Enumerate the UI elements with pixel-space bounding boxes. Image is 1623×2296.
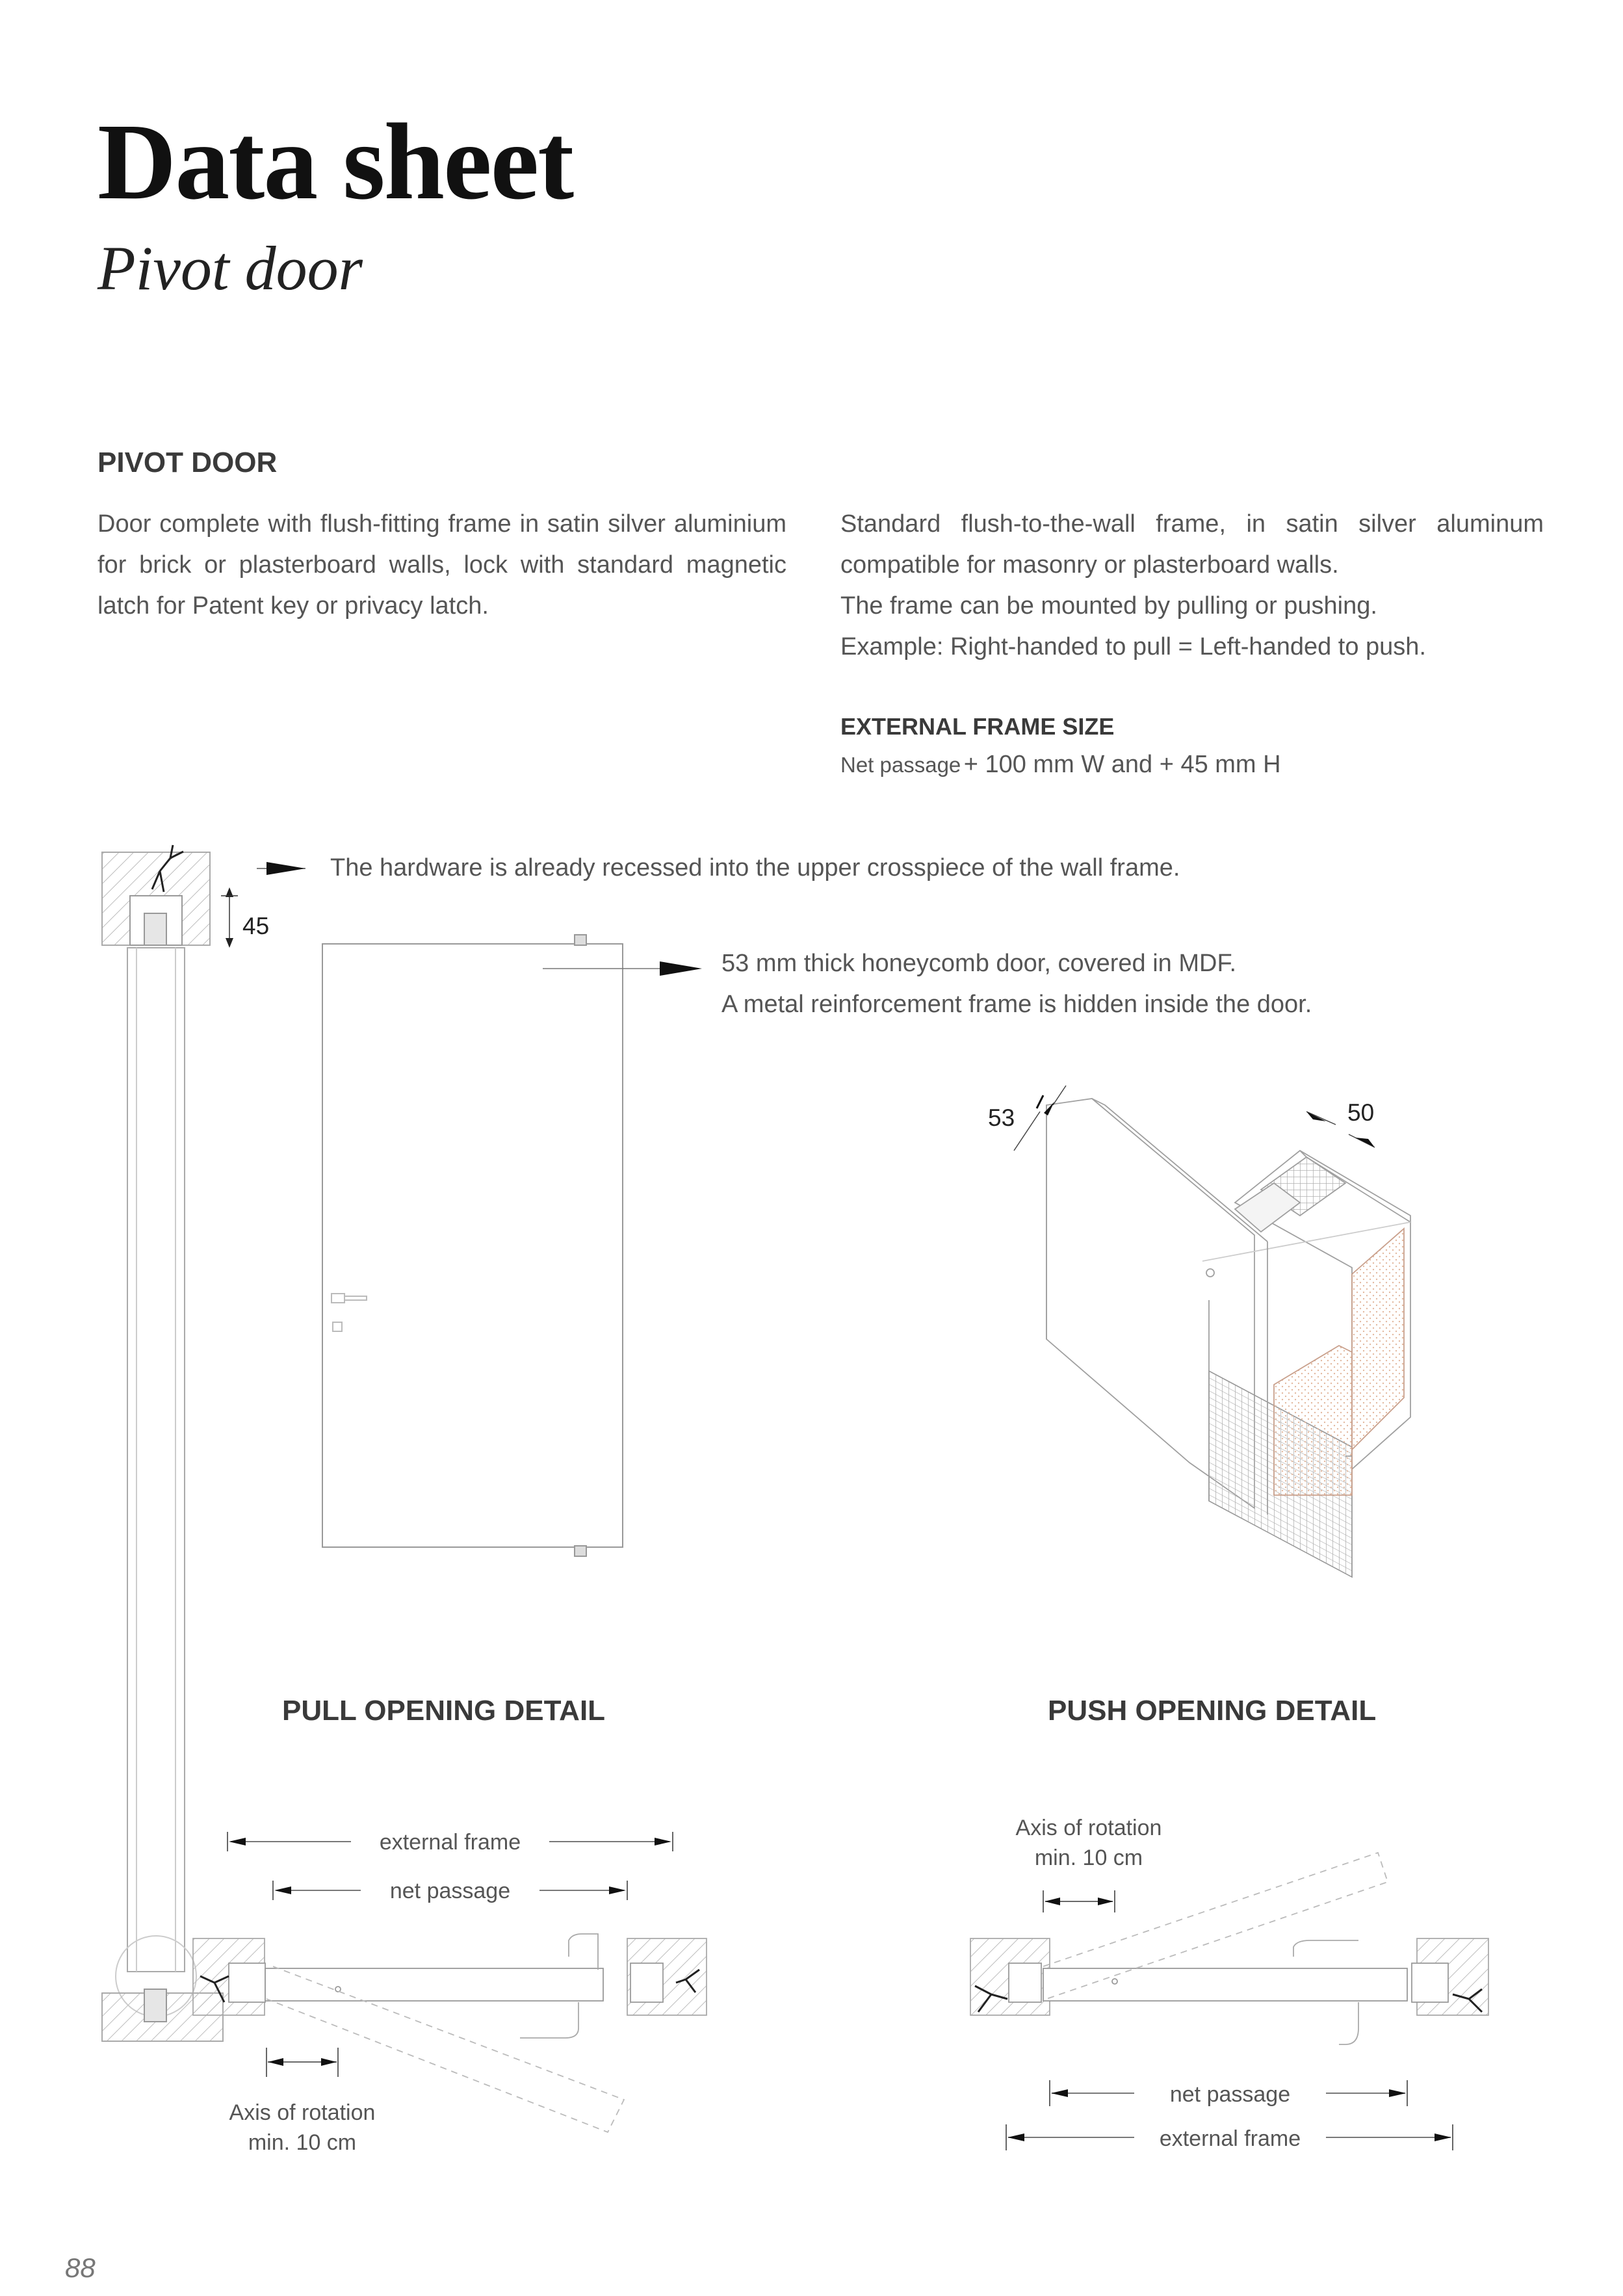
door-section-view xyxy=(102,845,238,2041)
section-heading: PIVOT DOOR xyxy=(97,447,278,478)
door-note-line-1: 53 mm thick honeycomb door, covered in MDF. xyxy=(721,950,1237,977)
hardware-note-arrow xyxy=(257,862,305,875)
frame-size-heading: EXTERNAL FRAME SIZE xyxy=(840,713,1115,740)
pull-detail-heading: PULL OPENING DETAIL xyxy=(282,1695,606,1727)
frame-size-value: + 100 mm W and + 45 mm H xyxy=(963,751,1281,778)
door-isometric-cutaway xyxy=(1014,1086,1410,1577)
door-note-line-2: A metal reinforcement frame is hidden inside the door. xyxy=(721,991,1312,1018)
push-detail-heading: PUSH OPENING DETAIL xyxy=(1048,1695,1377,1727)
hardware-note: The hardware is already recessed into the upper crosspiece of the wall frame. xyxy=(330,854,1180,881)
pull-net-passage-label: net passage xyxy=(389,1879,511,1903)
page-number: 88 xyxy=(65,2252,96,2283)
frame-size-small: Net passage xyxy=(840,753,961,777)
push-axis-line-1: Axis of rotation xyxy=(1015,1816,1162,1840)
page-subtitle: Pivot door xyxy=(97,233,363,303)
dimension-45: 45 xyxy=(242,913,270,939)
pull-axis-line-1: Axis of rotation xyxy=(229,2100,376,2125)
pull-axis-label xyxy=(195,2098,409,2158)
pull-external-frame-label: external frame xyxy=(379,1830,521,1855)
push-axis-label xyxy=(981,1814,1196,1873)
page-title: Data sheet xyxy=(97,101,573,222)
push-axis-line-2: min. 10 cm xyxy=(1034,1845,1143,1870)
push-net-passage-label: net passage xyxy=(1169,2082,1291,2107)
right-description-line-2: The frame can be mounted by pulling or pushing. xyxy=(840,592,1377,620)
left-description-text: Door complete with flush-fitting frame in satin silver aluminium for brick or plasterboard walls, lock with standard magnetic latch for Patent key or privacy latch. xyxy=(97,510,786,620)
right-description-line-1: Standard flush-to-the-wall frame, in satin silver aluminum compatible for masonry or plasterboard walls. xyxy=(840,510,1544,579)
pull-axis-line-2: min. 10 cm xyxy=(248,2130,357,2155)
right-description-line-3: Example: Right-handed to pull = Left-handed to push. xyxy=(840,633,1426,660)
dimension-53: 53 xyxy=(988,1104,1015,1131)
door-elevation xyxy=(322,935,702,1556)
push-external-frame-label: external frame xyxy=(1159,2126,1301,2151)
dimension-50: 50 xyxy=(1347,1099,1375,1126)
